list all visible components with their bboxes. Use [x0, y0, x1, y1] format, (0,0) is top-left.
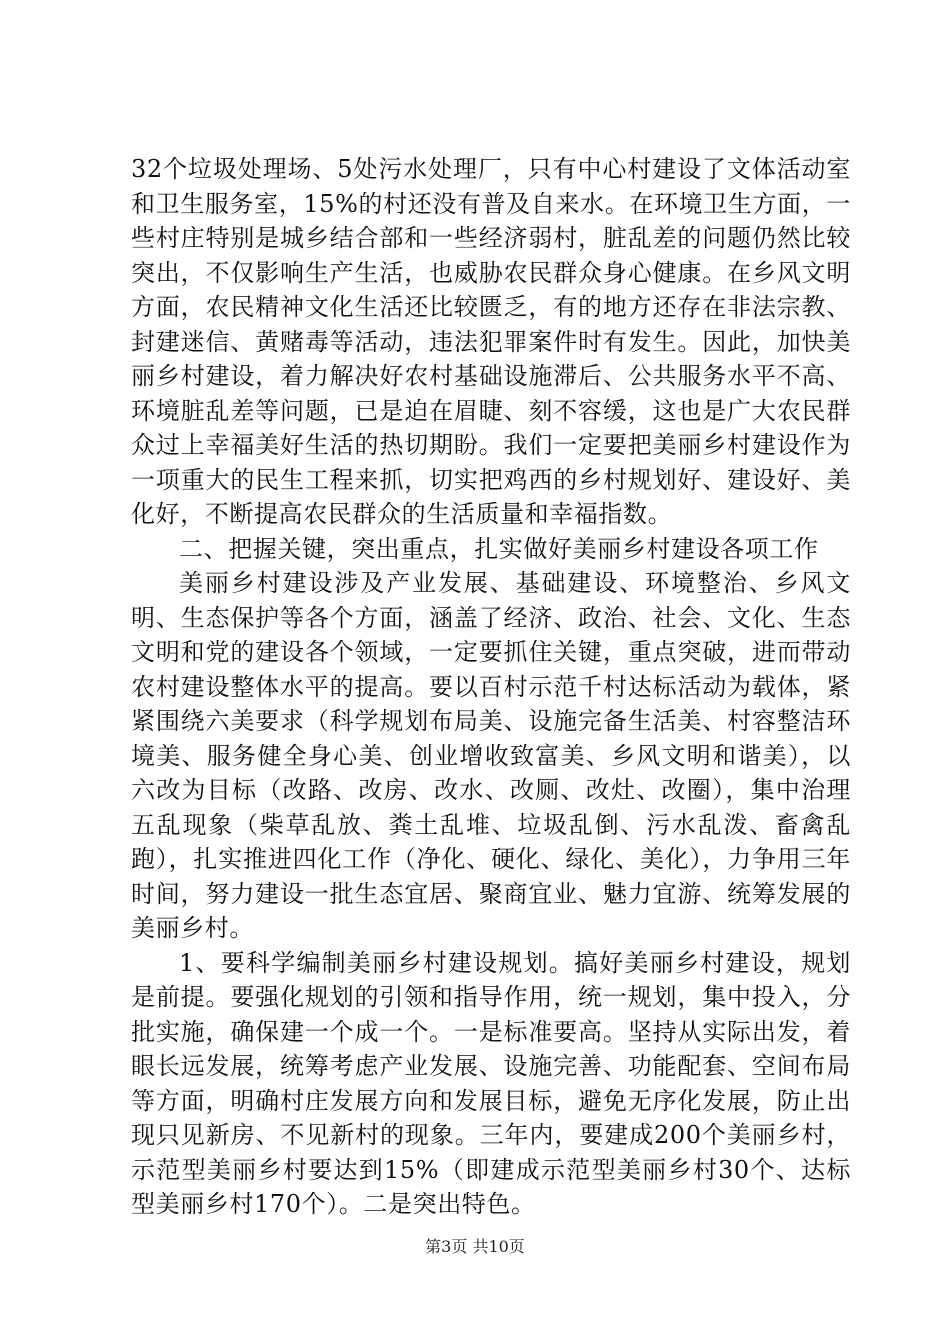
body-paragraph: 1、要科学编制美丽乡村建设规划。搞好美丽乡村建设，规划是前提。要强化规划的引领和指导作用，统一规划，集中投入，分批实施，确保建一个成一个。一是标准要高。坚持从实际出发，着眼长远发展，统筹考虑产业发展、设施完善、功能配套、空间布局等方面，明确村庄发展方向和发展目标，避免无序化发展，防止出现只见新房、不见新村的现象。三年内，要建成200个美丽乡村，示范型美丽乡村要达到15%（即建成示范型美丽乡村30个、达标型美丽乡村170个）。二是突出特色。 [131, 948, 851, 1218]
page-number-footer: 第3页 共10页 [425, 1237, 525, 1256]
body-paragraph: 美丽乡村建设涉及产业发展、基础建设、环境整治、乡风文明、生态保护等各个方面，涵盖了经济、政治、社会、文化、生态文明和党的建设各个领域，一定要抓住关键，重点突破，进而带动农村建设整体水平的提高。要以百村示范千村达标活动为载体，紧紧围绕六美要求（科学规划布局美、设施完备生活美、村容整洁环境美、服务健全身心美、创业增收致富美、乡风文明和谐美），以六改为目标（改路、改房、改水、改厕、改灶、改圈），集中治理五乱现象（柴草乱放、粪土乱堆、垃圾乱倒、污水乱泼、畜禽乱跑），扎实推进四化工作（净化、硬化、绿化、美化），力争用三年时间，努力建设一批生态宜居、聚商宜业、魅力宜游、统筹发展的美丽乡村。 [131, 569, 851, 942]
body-paragraph-continued: 32个垃圾处理场、5处污水处理厂，只有中心村建设了文体活动室和卫生服务室，15%的村还没有普及自来水。在环境卫生方面，一些村庄特别是城乡结合部和一些经济弱村，脏乱差的问题仍然比较突出，不仅影响生产生活，也威胁农民群众身心健康。在乡风文明方面，农民精神文化生活还比较匮乏，有的地方还存在非法宗教、封建迷信、黄赌毒等活动，违法犯罪案件时有发生。因此，加快美丽乡村建设，着力解决好农村基础设施滞后、公共服务水平不高、环境脏乱差等问题，已是迫在眉睫、刻不容缓，这也是广大农民群众过上幸福美好生活的热切期盼。我们一定要把美丽乡村建设作为一项重大的民生工程来抓，切实把鸡西的乡村规划好、建设好、美化好，不断提高农民群众的生活质量和幸福指数。 [131, 155, 851, 528]
document-body [131, 152, 851, 1222]
section-heading: 二、把握关键，突出重点，扎实做好美丽乡村建设各项工作 [179, 534, 819, 563]
